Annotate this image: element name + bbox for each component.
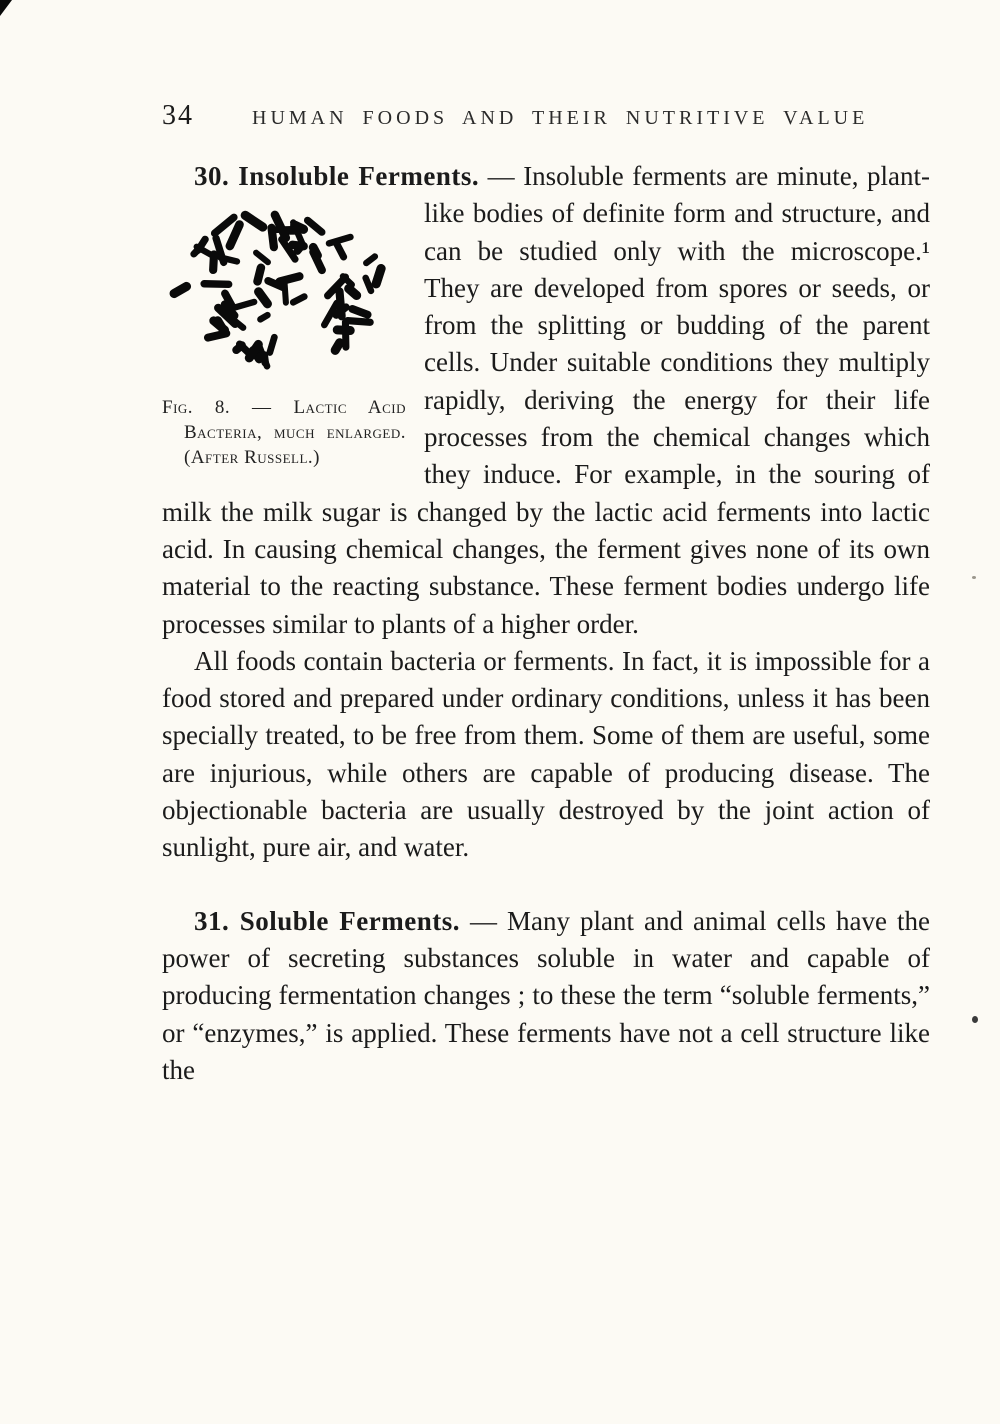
ink-speck <box>972 1016 978 1023</box>
section-30-heading: 30. Insoluble Ferments. <box>194 161 480 191</box>
running-title: HUMAN FOODS AND THEIR NUTRITIVE VALUE <box>252 107 869 129</box>
section-30-dash: — <box>479 161 524 191</box>
section-31-dash: — <box>460 905 508 936</box>
figure-caption: Fig. 8. — Lactic Acid Bacteria, much enlarged. (After Russell.) <box>162 397 406 469</box>
page-header <box>162 100 930 132</box>
paragraph-section-31 <box>162 903 930 1089</box>
bacteria-figure-image <box>164 201 396 381</box>
section-31-heading: 31. Soluble Ferments. <box>194 905 461 936</box>
figure-8 <box>162 201 406 470</box>
section-30-lead: Insoluble ferments are minute, plant-like bodies of definite form and structure, and <box>424 161 930 229</box>
section-30-body: can be studied only with the microscope.¹ They are developed from spores or seeds, or from the splitting or budding of the parent cells. Under suitable conditions they multiply rapidly, deriving the energy for their life processes from the chemical changes which they induce. For example, in the souring of milk the milk sugar is changed by the lactic acid ferments into lactic acid. In causing chemical changes, the ferment gives none of its own material to the reacting substance. These ferment bodies undergo life processes similar to plants of a higher order. <box>162 235 930 639</box>
section-31-body: Many plant and animal cells have the power of secreting substances soluble in water and capable of producing fermentation changes ; to these the term “soluble ferments,” or “enzymes,” is applied. These ferments have not a cell structure like the <box>162 905 930 1085</box>
text-block <box>162 158 930 1089</box>
paragraph-all-foods: All foods contain bacteria or ferments. In fact, it is impossible for a food stored and prepared under ordinary conditions, unless it has been specially treated, to be free from them. Some of them are useful, some are injurious, while others are capable of producing disease. The objectionable bacteria are usually destroyed by the joint action of sunlight, pure air, and water. <box>162 645 930 863</box>
page-number: 34 <box>162 100 194 131</box>
scan-corner-mark <box>0 0 12 16</box>
ink-speck <box>972 576 976 579</box>
paragraph-section-30 <box>162 158 930 643</box>
